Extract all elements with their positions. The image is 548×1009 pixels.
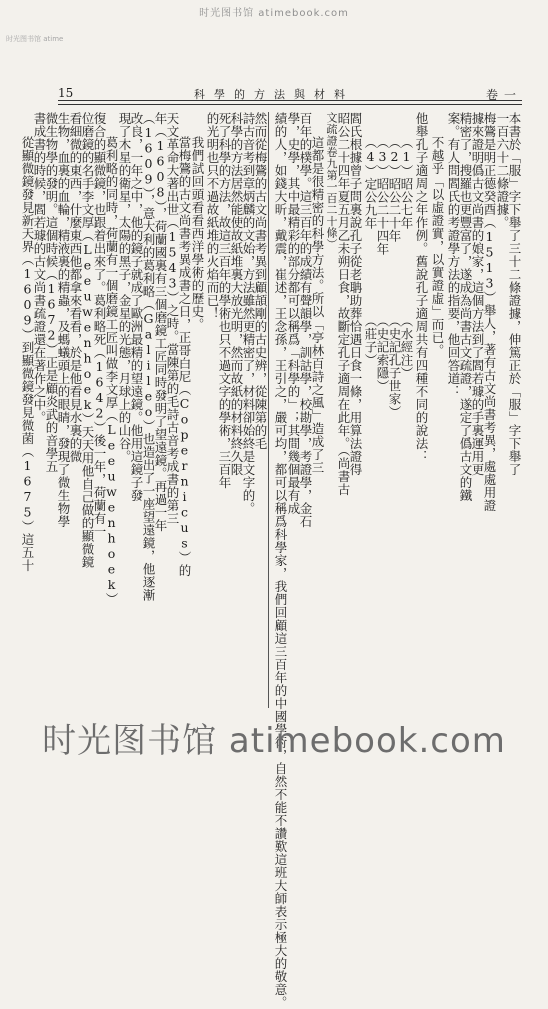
text-line: 死了科學的方法，故這三百年的學術也只不過文字的學術，三百年 <box>217 112 232 489</box>
text-line: 精密了，搜羅也更豐富了，遂成為尚書古文疏證，遂定了僞古文的鐵 <box>458 112 473 502</box>
text-line: 昭公二十四年夏五月乙未朔日食，故斷定孔子適周在此年。（尚書古 <box>336 112 351 496</box>
text-line: 科學的方法居然能使故紙堆裏大放光明，然而故紙的材料終久限 <box>229 112 244 476</box>
text-line: 閻氏根據曾子問裏說孔子從老聃助葬恰遇日食一條，用算法證得 <box>348 112 363 476</box>
text-line: 績的人，如錢大昕，戴震，崔述，王念孫，王引之，嚴可均，都可以稱爲科學家，我們回顧這三百年的中國學術，自然不能不讚歎這班大師表示極大的敬意。 <box>273 112 288 1009</box>
watermark-top: 时光图书馆 atimebook.com <box>199 8 349 19</box>
text-line: 生物，血裏的血輪，精液裏的精蟲，及螞蟻頭上的眼睛，發現了微生物學 <box>56 112 71 528</box>
text-line: 梅鷟是明正德癸酉（1513）舉人，著有古文尚書考異，處處用證 <box>482 112 497 512</box>
running-head: 科學的方法與材料 <box>194 88 354 101</box>
text-line: 看細微的東西，什麼東西他都拿來看看，於是他看見水裏的微 <box>68 112 83 463</box>
text-line: 這都是很精密的科學方法。所以「亭林百詩之風」造成了三 <box>310 136 325 474</box>
text-line: 微生物學的發明。這個時候（1672）正是顧炎武的音學五 <box>44 112 59 473</box>
page-number: 15 <box>58 86 74 100</box>
text-line: 位磨鏡的名手李文厚（Leeuwenhoek）天天用他自己做的顯微鏡 <box>80 112 95 569</box>
text-line: 他舉孔子適周之年作例。舊說孔子適周共有四種不同的說法： <box>414 112 429 463</box>
watermark-bottom <box>0 714 548 768</box>
quote-line: 不越乎「以虛證實，以實證虛」而已。 <box>430 136 445 357</box>
text-line: 書成書的時候，閻若璩的古文尚書疏證還在著作之中。 <box>32 112 47 424</box>
text-line: 百年的樸學。這三百年的成績有聲韻學，訓詁學，校勘學，考證學，金石 <box>298 112 313 528</box>
text-line: 從顯微鏡發見新天界（1609）到顯微鏡發見微菌（1675）這五十 <box>20 136 35 572</box>
text-line: 然而從梅鷟的古文尚書考異到顧頡剛的古史辨，從陳第的毛 <box>253 112 268 450</box>
header-rule-inner <box>58 104 522 105</box>
list-item: （2）昭公二十年 （史記孔子世家） <box>387 136 402 419</box>
text-line: （1609），意大利的葛利略（Galileo）也造出了一座望遠鏡，他逐漸 <box>141 112 156 602</box>
column-divider <box>268 112 269 708</box>
text-line: 案。有人問閻氏的考證學方法的指要，他回答道： <box>446 112 461 398</box>
text-line: 學，史學，其中最精彩的部分都可以稱爲「科學的」；其間幾個最有成 <box>286 112 301 515</box>
list-item: （3）昭公二十四年 （史記索隱） <box>375 136 390 393</box>
text-line: 改良，一年之中，他的鏡子就成了歐洲最精的望遠鏡。他用這鏡子發 <box>129 112 144 502</box>
list-item: （4）定公九年 （莊子） <box>363 136 378 367</box>
text-line: 葛利略的同時，荷蘭有一個磨鏡工匠叫做李文厚（Leeuwenhoek） <box>104 136 119 606</box>
text-line: 我們試回頭看看西洋學術的歷史。 <box>190 136 205 331</box>
text-line: 復合的顯微鏡，也跟着出來了。葛利略死（1642）後一年，荷蘭有一 <box>92 112 107 538</box>
text-line: 一百六十二條證據。 <box>495 112 510 229</box>
text-line: 天文革命大著出世（1543）之時。當陳第的毛詩古音考成書的第三 <box>165 112 180 525</box>
text-line: 的光明也只不過故紙堆的火焰而已！ <box>205 112 220 320</box>
header-rule <box>58 100 522 101</box>
list-item: （1）昭公七年 （水經注） <box>399 136 414 380</box>
citation-line: 文疏證卷九第一百二十條） <box>325 112 338 250</box>
text-line: 現了木星的衛星，太陽的黑子，金星的光態，月球上的山谷。 <box>117 112 132 463</box>
text-line: 詩古音考到章炳麟的文始，方法雖然更精密了，材料卻始終是文字的。 <box>241 112 256 515</box>
text-line: 本書於「服」字下舉了三十二條證據，伸篤正於「服」字下舉了 <box>507 112 522 476</box>
watermark-bottom-text: 时光图书馆 atimebook.com <box>42 721 506 761</box>
text-line: 據來證明僞古文尚書的娘家，這個方法到了閻若璩的手裏運用更 <box>470 112 485 476</box>
text-line: 年（1608），荷蘭國裏有三個磨鏡工匠同時發明了望遠鏡。再過一年 <box>153 112 168 532</box>
watermark-side: 时光图书馆 atime <box>6 35 64 43</box>
chapter-label: 卷一 <box>485 88 522 102</box>
text-line: 當梅鷟的古文尚書考異成書之日，正哥白尼（Copernicus）的 <box>177 136 192 577</box>
